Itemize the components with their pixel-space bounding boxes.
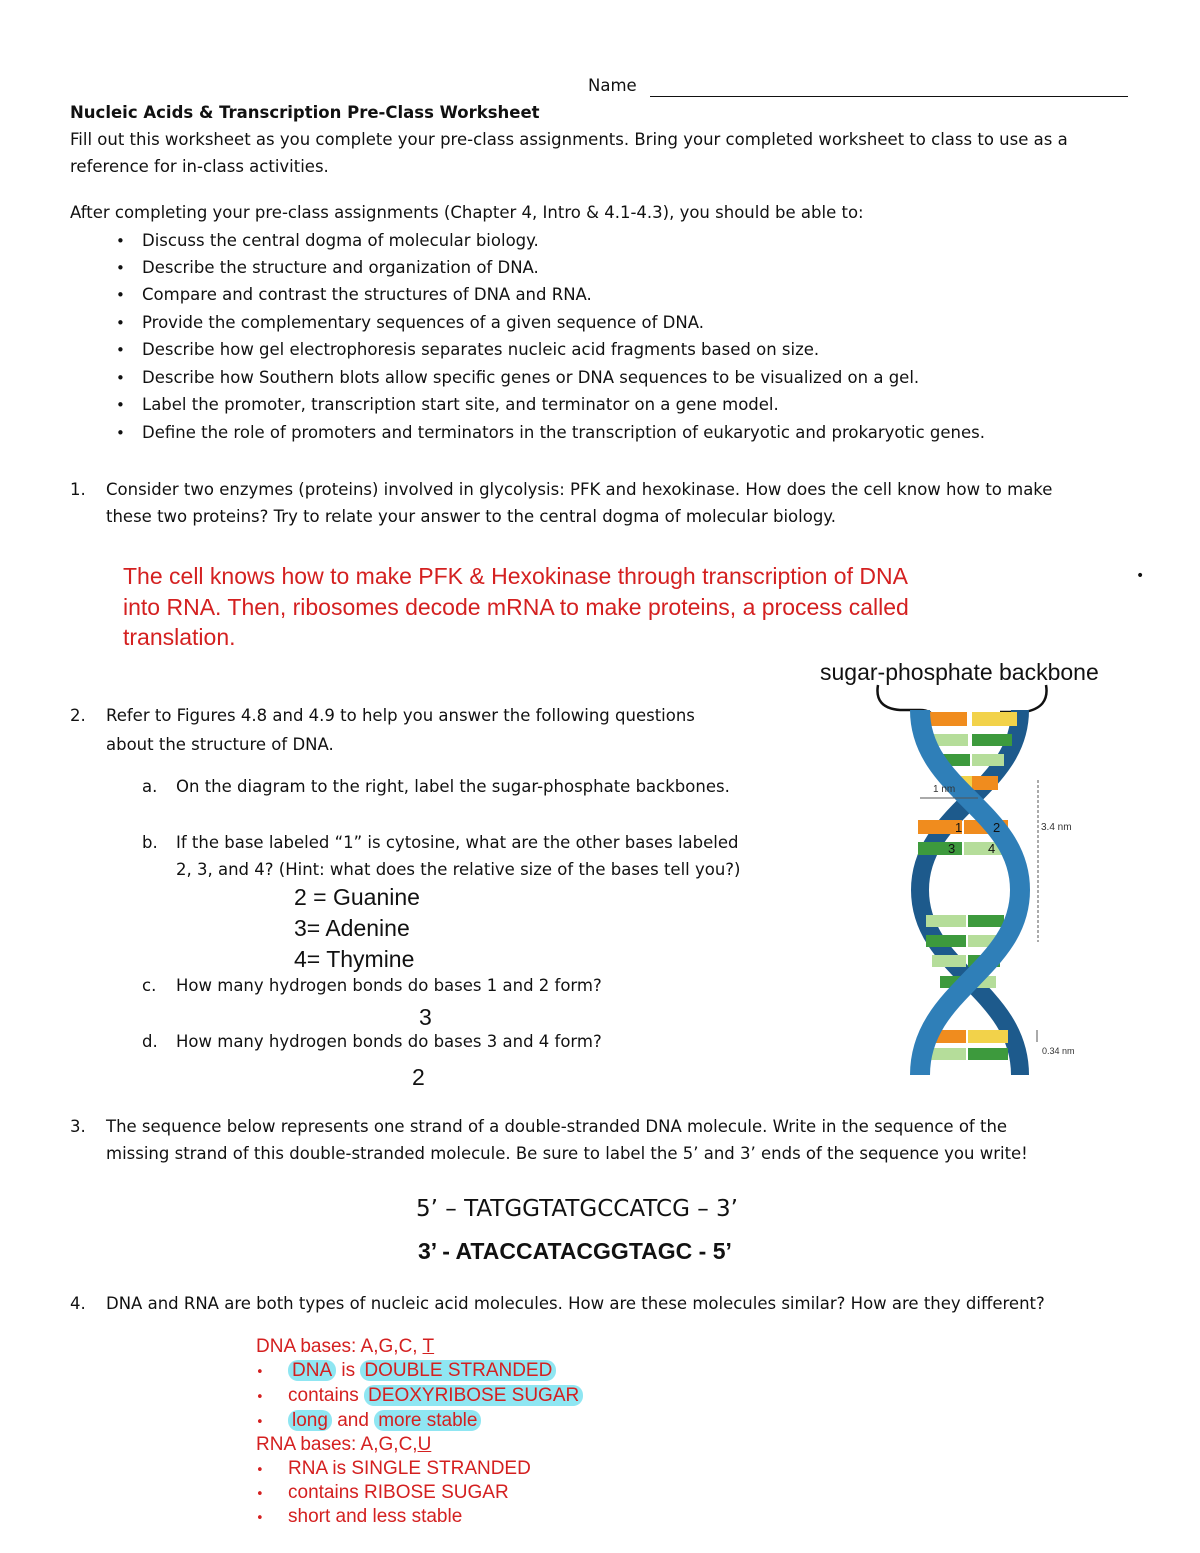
q2c-label: c. [142,976,157,995]
bullet-icon: • [116,424,125,442]
answer-strand: 3’ - ATACCATACGGTAGC - 5’ [418,1238,732,1264]
bullet-icon: • [116,286,125,304]
q2b-label: b. [142,833,158,852]
dna-item-1: DNA is DOUBLE STRANDED [288,1360,556,1382]
name-label: Name [588,76,637,95]
q2c-answer: 3 [419,1004,432,1030]
objective-item: Define the role of promoters and terminators in the transcription of eukaryotic and prokaryotic genes. [142,423,985,442]
dna-bases-heading: DNA bases: A,G,C, T [256,1336,435,1357]
objective-item: Describe the structure and organization of DNA. [142,258,539,277]
base-label: 2 [993,820,1001,835]
pitch-measure-label: 3.4 nm [1041,822,1072,833]
q2b-answer-3: 3= Adenine [294,915,410,941]
bullet-icon: • [256,1415,264,1430]
q3-text-2: missing strand of this double-stranded molecule. Be sure to label the 5’ and 3’ ends of the sequence you write! [106,1144,1028,1163]
objectives-lead: After completing your pre-class assignments (Chapter 4, Intro & 4.1-4.3), you should be able to: [70,203,864,222]
name-field[interactable] [650,96,1128,97]
dna-helix-diagram [860,680,1120,1080]
bullet-icon: • [116,314,125,332]
q2b-answer-2: 2 = Guanine [294,884,420,910]
objective-item: Discuss the central dogma of molecular biology. [142,231,539,250]
bullet-icon: • [116,341,125,359]
q1-answer-3: translation. [123,624,236,650]
base-label: 4 [988,841,996,856]
objective-item: Label the promoter, transcription start site, and terminator on a gene model. [142,395,779,414]
dna-item-3: long and more stable [288,1410,481,1432]
bullet-icon: • [256,1365,264,1380]
bullet-icon: • [256,1511,264,1526]
q2-text-2: about the structure of DNA. [106,735,334,754]
objective-item: Describe how gel electrophoresis separates nucleic acid fragments based on size. [142,340,820,359]
backbone-bracket-right [1000,685,1047,712]
bullet-icon: • [256,1487,264,1502]
q2a-text: On the diagram to the right, label the sugar-phosphate backbones. [176,777,730,796]
intro-text-2: reference for in-class activities. [70,157,329,176]
q2b-text-1: If the base labeled “1” is cytosine, what are the other bases labeled [176,833,739,852]
q2b-text-2: 2, 3, and 4? (Hint: what does the relative size of the bases tell you?) [176,860,741,879]
objective-item: Describe how Southern blots allow specific genes or DNA sequences to be visualized on a gel. [142,368,920,387]
rna-item-1: RNA is SINGLE STRANDED [288,1458,531,1479]
q2c-text: How many hydrogen bonds do bases 1 and 2 form? [176,976,602,995]
q3-number: 3. [70,1117,86,1136]
objective-item: Compare and contrast the structures of DNA and RNA. [142,285,592,304]
intro-text-1: Fill out this worksheet as you complete your pre-class assignments. Bring your completed worksheet to class to use as a [70,130,1068,149]
q1-text-2: these two proteins? Try to relate your answer to the central dogma of molecular biology. [106,507,836,526]
q2b-answer-4: 4= Thymine [294,946,415,972]
bullet-icon: • [116,369,125,387]
base-label: 1 [955,820,963,835]
bullet-icon: • [256,1390,264,1405]
rna-item-2: contains RIBOSE SUGAR [288,1482,509,1503]
q2-text-1: Refer to Figures 4.8 and 4.9 to help you answer the following questions [106,706,695,725]
q2a-label: a. [142,777,158,796]
backbone-label: sugar-phosphate backbone [820,659,1099,685]
q3-text-1: The sequence below represents one strand of a double-stranded DNA molecule. Write in the sequence of the [106,1117,1008,1136]
given-strand: 5’ – TATGGTATGCCATCG – 3’ [416,1196,738,1222]
bullet-icon: • [116,259,125,277]
base-label: 3 [948,841,956,856]
q1-text-1: Consider two enzymes (proteins) involved in glycolysis: PFK and hexokinase. How does the cell know how to make [106,480,1053,499]
dna-item-2: contains DEOXYRIBOSE SUGAR [288,1385,583,1407]
q2d-text: How many hydrogen bonds do bases 3 and 4 form? [176,1032,602,1051]
rise-measure-label: 0.34 nm [1042,1046,1075,1056]
q1-answer-2: into RNA. Then, ribosomes decode mRNA to make proteins, a process called [123,594,909,620]
objective-item: Provide the complementary sequences of a given sequence of DNA. [142,313,704,332]
q2d-label: d. [142,1032,158,1051]
q2-number: 2. [70,706,86,725]
q4-number: 4. [70,1294,86,1313]
bullet-icon: • [256,1463,264,1478]
q1-number: 1. [70,480,86,499]
width-measure-label: 1 nm [933,784,956,795]
stray-dot: • [1136,568,1145,584]
rna-item-3: short and less stable [288,1506,463,1527]
rna-bases-heading: RNA bases: A,G,C,U [256,1434,432,1455]
q4-text: DNA and RNA are both types of nucleic acid molecules. How are these molecules similar? How are they different? [106,1294,1045,1313]
bullet-icon: • [116,396,125,414]
q1-answer-1: The cell knows how to make PFK & Hexokinase through transcription of DNA [123,563,908,589]
q2d-answer: 2 [412,1064,425,1090]
worksheet-title: Nucleic Acids & Transcription Pre-Class Worksheet [70,103,540,122]
bullet-icon: • [116,232,125,250]
